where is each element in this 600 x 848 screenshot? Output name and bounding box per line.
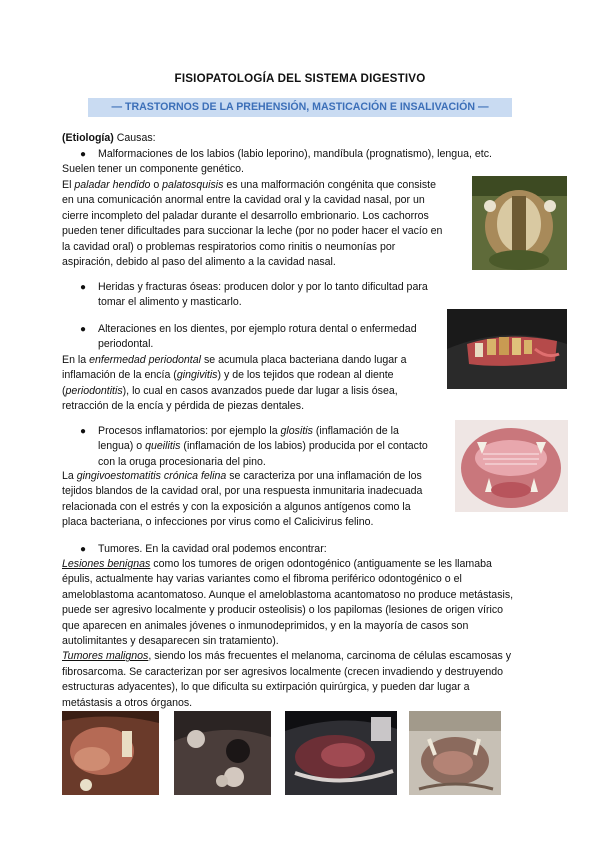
periodontal-disease-image [447,309,567,389]
feline-stomatitis-image [455,420,568,512]
intro-text: Causas: [113,132,156,144]
page-title: FISIOPATOLOGÍA DEL SISTEMA DIGESTIVO [174,72,426,85]
gingivoestomatitis-paragraph: La gingivoestomatitis crónica felina se caracteriza por una inflamación de los tejidos blandos de la cavidad oral, por una respuesta inmunitaria inadecuada relacionada con el estrés y con la exposición a algunos antígenos como la placa bacteriana, o infecciones por virus como el Calicivirus felino. [62,470,423,529]
melanoma-image [285,711,397,795]
bullet-heridas: ● Heridas y fracturas óseas: producen dolor y por lo tanto dificultad para tomar el alimento y masticarlo. [80,281,428,309]
bullet-procesos: ● Procesos inflamatorios: por ejemplo la glositis (inflamación de la lengua) o queilitis (inflamación de los labios) producida por el contacto con la oruga procesionaria del pino. [80,425,428,468]
tumores-paragraph: Lesiones benignas como los tumores de origen odontogénico (antiguamente se les llamaba épulis, actualmente hay varias variantes como el fibroma periférico odontogénico o el ameloblastoma acantomatoso. Aunque el ameloblastoma acantomatoso no produce metástasis, puede ser agresivo localmente y producir osteolisis) o los papilomas (lesiones de origen vírico que aparecen en animales jóvenes o inmunodeprimidos, y en la mayoría de casos son autolimitantes y desaparecen sin tratamiento). Tumores malignos, siendo los más frecuentes el melanoma, carcinoma de células escamosas y fibrosarcoma. Se caracterizan por ser agresivos localmente (crecen invadiendo y destruyendo estructuras adyacentes), lo que dificulta su extirpación quirúrgica, y pueden dar lugar a metástasis a otros órganos. [62,558,514,709]
cleft-palate-image [472,176,567,270]
bullet-dientes: ● Alteraciones en los dientes, por ejemplo rotura dental o enfermedad periodontal. [80,323,417,351]
malignant-label: Tumores malignos [62,650,149,663]
carcinoma-image [409,711,501,795]
malformaciones-cont: Suelen tener un componente genético. [62,163,244,175]
epulis-image [62,711,159,795]
benign-label: Lesiones benignas [62,558,151,570]
bullet-text: Malformaciones de los labios (labio leporino), mandíbula (prognatismo), lengua, etc. [98,148,492,160]
section-subtitle: — TRASTORNOS DE LA PREHENSIÓN, MASTICACIÓN E INSALIVACIÓN — [88,98,512,117]
periodontal-paragraph: En la enfermedad periodontal se acumula placa bacteriana dando lugar a inflamación de la encía (gingivitis) y de los tejidos que rodean al diente (periodontitis), lo cual en casos avanzados puede dar lugar a lisis ósea, retracción de la encía y pérdida de piezas dentales. [62,354,407,413]
intro-label: (Etiología) [62,132,114,144]
intro-line [62,131,156,146]
papilloma-image [174,711,271,795]
bullet-dot: ● [80,149,87,160]
paladar-paragraph: El paladar hendido o palatosquisis es una malformación congénita que consiste en una comunicación anormal entre la cavidad oral y la cavidad nasal, por un cierre incompleto del paladar durante el desarrollo embrionario. Los cachorros pueden tener dificultades para succionar la leche (por no poder hacer el vacío en la cavidad oral) o problemas respiratorios como rinitis o neumonías por aspiración, debido al paso del alimento a la cavidad nasal. [62,179,443,269]
